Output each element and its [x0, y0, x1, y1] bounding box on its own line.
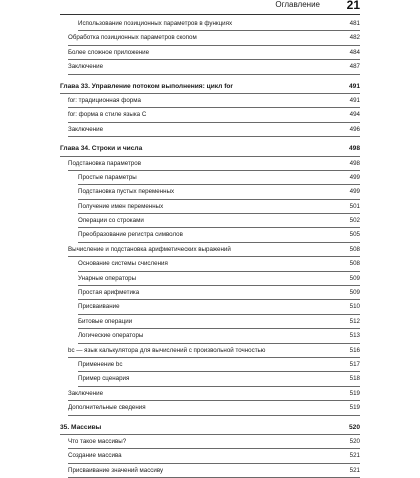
toc-entry-page: 509	[349, 289, 360, 297]
toc-entry-title: Создание массива	[68, 452, 122, 460]
toc-entry-title: Преобразование регистра символов	[78, 231, 183, 239]
toc-entry[interactable]	[78, 257, 360, 271]
toc-entry-title: Простая арифметика	[78, 289, 140, 297]
toc-entry[interactable]	[78, 214, 360, 228]
toc-entry[interactable]	[78, 286, 360, 300]
toc-entry-title: 35. Массивы	[60, 423, 102, 431]
toc-entry-title: Дополнительные сведения	[68, 404, 146, 412]
toc-entry-page: 510	[349, 303, 360, 311]
toc-entry-title: Логические операторы	[78, 332, 144, 340]
toc-entry[interactable]	[68, 387, 360, 401]
toc-entry[interactable]	[68, 108, 360, 122]
toc-entry[interactable]	[78, 272, 360, 286]
toc-entry-title: Подстановка параметров	[68, 159, 141, 167]
toc-entry[interactable]	[68, 31, 360, 45]
toc-entry[interactable]	[68, 344, 360, 358]
toc-entry[interactable]	[68, 94, 360, 108]
toc-entry-page: 491	[348, 82, 360, 90]
toc-entry-title: Основание системы счисления	[78, 260, 168, 268]
toc-entry-page: 484	[349, 48, 360, 56]
running-header	[60, 0, 360, 15]
toc-entry-page: 508	[349, 260, 360, 268]
toc-entry-page: 505	[349, 231, 360, 239]
toc-entry[interactable]	[78, 372, 360, 386]
toc-entry-page: 491	[349, 96, 360, 104]
toc-entry-page: 521	[349, 466, 360, 474]
toc-entry-page: 516	[349, 346, 360, 354]
toc-chapter-entry[interactable]	[60, 421, 360, 435]
toc-entry[interactable]	[78, 185, 360, 199]
toc-entry-title: Заключение	[68, 125, 104, 133]
toc-entry-title: for: традиционная форма	[68, 96, 141, 104]
toc-entry-page: 499	[349, 173, 360, 181]
toc-entry-page: 520	[349, 437, 360, 445]
toc-entry-title: Заключение	[68, 63, 104, 71]
toc-entry-title: Что такое массивы?	[68, 437, 127, 445]
page-number: 21	[346, 0, 360, 12]
toc-entry-page: 482	[349, 34, 360, 42]
toc-chapter-entry[interactable]	[60, 80, 360, 94]
toc-entry[interactable]	[78, 315, 360, 329]
toc-entry[interactable]	[78, 171, 360, 185]
toc-entry-title: Присваивание значений массиву	[68, 466, 164, 474]
toc-entry-page: 498	[348, 145, 360, 153]
toc-chapter-entry[interactable]	[60, 142, 360, 156]
toc-entry-page: 513	[349, 332, 360, 340]
toc-entry-title: Присваивание	[78, 303, 120, 311]
table-of-contents	[60, 17, 360, 478]
toc-entry-page: 512	[349, 317, 360, 325]
toc-entry-title: Простые параметры	[78, 173, 137, 181]
toc-entry-title: Подстановка пустых переменных	[78, 188, 175, 196]
toc-entry-title: Получение имен переменных	[78, 202, 164, 210]
toc-entry-title: Глава 33. Управление потоком выполнения: цикл for	[60, 82, 233, 90]
toc-entry-page: 494	[349, 111, 360, 119]
toc-entry-title: Глава 34. Строки и числа	[60, 145, 143, 153]
toc-entry-title: Битовые операции	[78, 317, 133, 325]
running-header-title: Оглавление	[275, 0, 320, 9]
toc-entry-title: for: форма в стиле языка C	[68, 111, 147, 119]
toc-entry-title: Операции со строками	[78, 217, 144, 225]
toc-entry-page: 498	[349, 159, 360, 167]
toc-entry-title: Заключение	[68, 389, 104, 397]
toc-entry-title: Обработка позиционных параметров скопом	[68, 34, 197, 42]
toc-entry[interactable]	[78, 358, 360, 372]
toc-entry-page: 509	[349, 274, 360, 282]
toc-entry[interactable]	[78, 329, 360, 343]
toc-entry-title: Более сложное приложение	[68, 48, 150, 56]
toc-entry-title: Пример сценария	[78, 375, 130, 383]
toc-entry-page: 518	[349, 375, 360, 383]
toc-entry-page: 481	[349, 20, 360, 27]
toc-entry-page: 487	[349, 63, 360, 71]
toc-entry[interactable]	[68, 401, 360, 415]
toc-entry-page: 519	[349, 404, 360, 412]
toc-entry-page: 496	[349, 125, 360, 133]
toc-entry-page: 501	[349, 202, 360, 210]
toc-entry[interactable]	[78, 200, 360, 214]
toc-entry-page: 517	[349, 360, 360, 368]
toc-entry[interactable]	[68, 449, 360, 463]
toc-entry[interactable]	[78, 228, 360, 242]
toc-entry[interactable]	[68, 46, 360, 60]
toc-entry[interactable]	[78, 17, 360, 31]
toc-entry[interactable]	[68, 157, 360, 171]
toc-entry-page: 499	[349, 188, 360, 196]
toc-entry[interactable]	[68, 60, 360, 74]
toc-entry-title: Применение bc	[78, 360, 123, 368]
toc-entry-title: bc — язык калькулятора для вычислений с произвольной точностью	[68, 346, 266, 354]
toc-entry-page: 521	[349, 452, 360, 460]
toc-entry[interactable]	[68, 435, 360, 449]
toc-entry[interactable]	[68, 464, 360, 478]
toc-entry-page: 520	[348, 423, 360, 431]
toc-entry-page: 508	[349, 245, 360, 253]
toc-entry-title: Использование позиционных параметров в функциях	[78, 20, 233, 27]
toc-entry-title: Вычисление и подстановка арифметических выражений	[68, 245, 231, 253]
toc-entry[interactable]	[78, 300, 360, 314]
toc-entry-page: 502	[349, 217, 360, 225]
toc-entry[interactable]	[68, 243, 360, 257]
toc-entry-page: 519	[349, 389, 360, 397]
toc-entry[interactable]	[68, 123, 360, 137]
toc-entry-title: Унарные операторы	[78, 274, 137, 282]
